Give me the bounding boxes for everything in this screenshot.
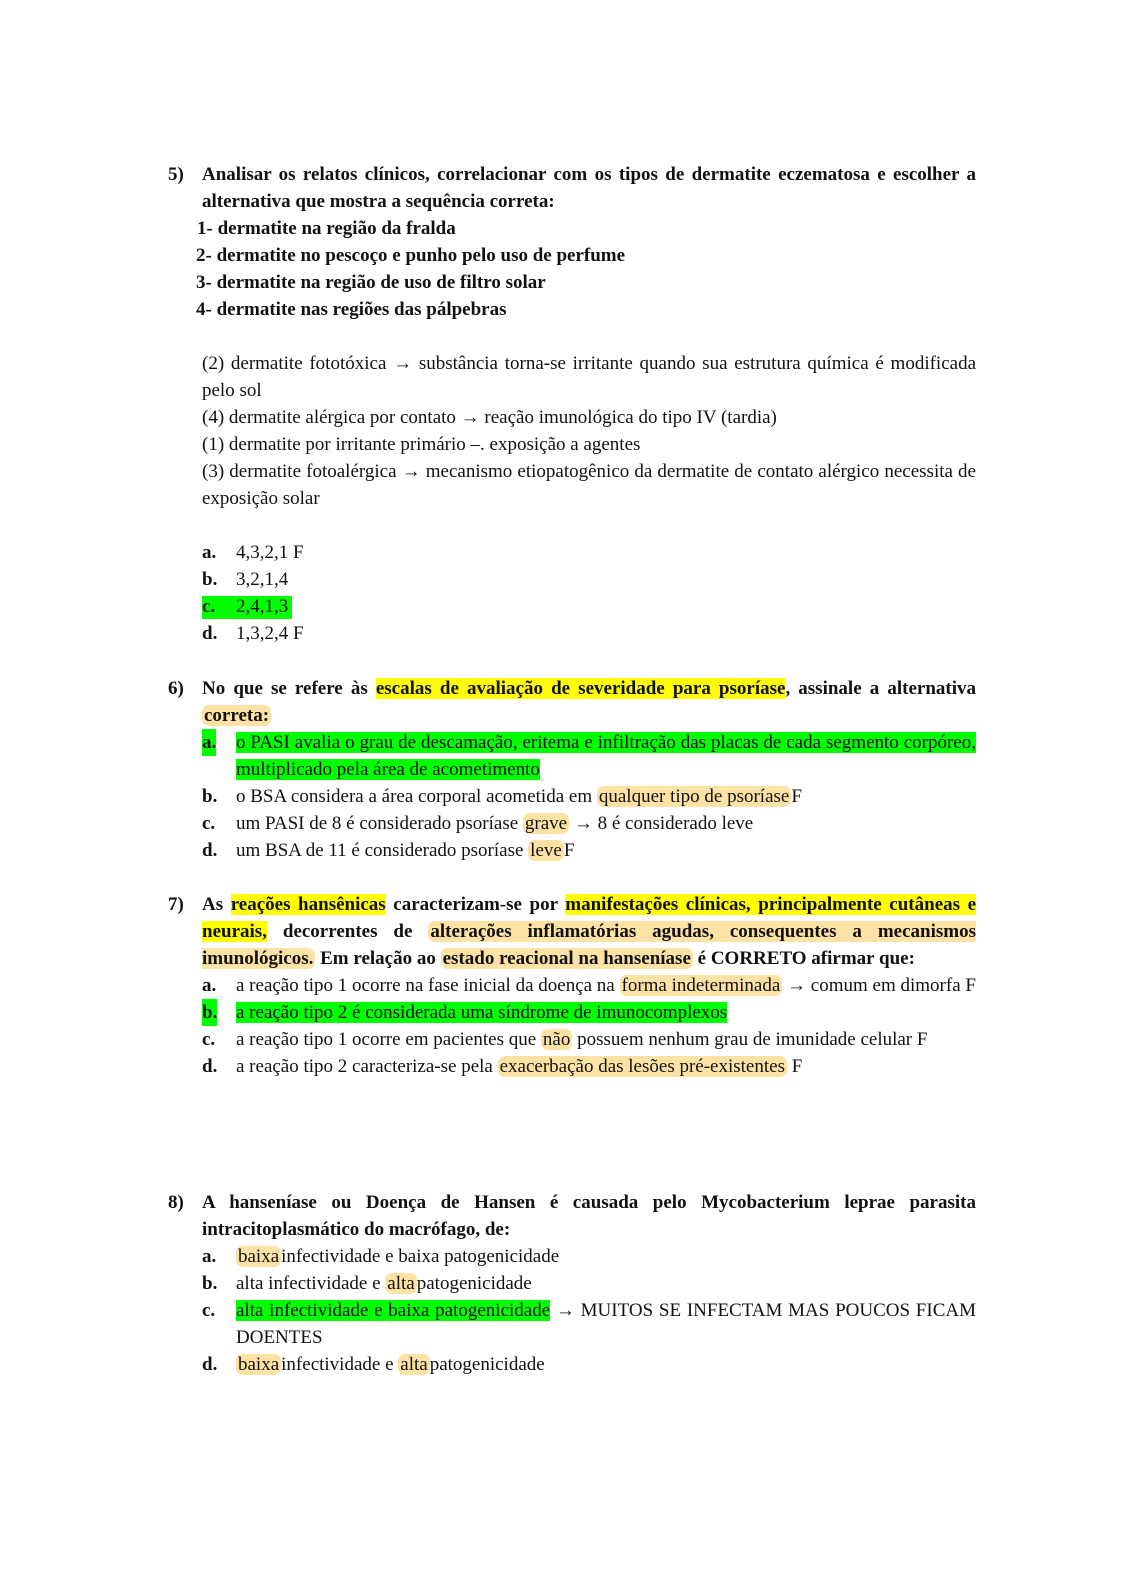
option-b: b. 3,2,1,4 [202,569,289,590]
list-item: 1- dermatite na região da fralda [197,218,456,239]
option-a: a. a reação tipo 1 ocorre na fase inicial da doença na forma indeterminada → comum em dimorfa F [202,975,976,996]
option-d: d. um BSA de 11 é considerado psoríase leve F [202,840,575,861]
option-b: b. alta infectividade e alta patogenicidade [202,1273,532,1294]
note: (4) dermatite alérgica por contato → reação imunológica do tipo IV (tardia) [202,407,777,428]
option-d: d. baixa infectividade e alta patogenicidade [202,1354,545,1375]
list-item: 3- dermatite na região de uso de filtro solar [196,272,546,293]
note: (3) dermatite fotoalérgica → mecanismo etiopatogênico da dermatite de contato alérgico necessita de exposição solar [202,461,976,509]
question-number: 5) [168,164,184,185]
option-a: a. 4,3,2,1 F [202,542,304,563]
option-b: b. o BSA considera a área corporal acometida em qualquer tipo de psoríase F [202,786,802,807]
question-7 [168,891,976,1080]
question-number: 6) [168,678,184,699]
answer-notes [202,350,976,512]
item-list [196,215,976,323]
highlight: reações hansênicas [230,894,386,915]
option-a-correct: a. o PASI avalia o grau de descamação, eritema e infiltração das placas de cada segmento corpóreo, multiplicado pela área de acometimento [202,729,976,783]
option-d: d. 1,3,2,4 F [202,623,304,644]
option-c: c. um PASI de 8 é considerado psoríase grave → 8 é considerado leve [202,813,754,834]
highlight: correta: [204,705,270,726]
note: (1) dermatite por irritante primário –. exposição a agentes [202,434,641,455]
question-stem: As reações hansênicas caracterizam-se por manifestações clínicas, principalmente cutâneas e neurais, decorrentes de alterações inflamatórias agudas, consequentes a mecanismos imunológicos. Em relação ao estado reacional na hanseníase é CORRETO afirmar que: [202,894,977,969]
highlight: escalas de avaliação de severidade para psoríase [375,678,786,699]
question-5 [168,161,976,647]
question-stem: Analisar os relatos clínicos, correlacionar com os tipos de dermatite eczematosa e escolher a alternativa que mostra a sequência correta: [202,164,976,212]
question-6 [168,675,976,864]
question-8 [168,1189,976,1378]
list-item: 4- dermatite nas regiões das pálpebras [196,299,507,320]
question-number: 8) [168,1192,184,1213]
highlight: estado reacional na hanseníase [442,948,691,969]
question-stem: A hanseníase ou Doença de Hansen é causada pelo Mycobacterium leprae parasita intracitoplasmático do macrófago, de: [202,1192,976,1240]
note: (2) dermatite fototóxica → substância torna-se irritante quando sua estrutura química é modificada pelo sol [202,353,976,401]
highlight: alterações inflamatórias agudas, consequentes a mecanismos imunológicos. [202,921,976,969]
option-c-correct: c. alta infectividade e baixa patogenicidade → MUITOS SE INFECTAM MAS POUCOS FICAM DOENTES [202,1300,976,1348]
option-d: d. a reação tipo 2 caracteriza-se pela exacerbação das lesões pré-existentes F [202,1056,803,1077]
option-c-correct: c. 2,4,1,3 [202,593,976,620]
option-c: c. a reação tipo 1 ocorre em pacientes que não possuem nenhum grau de imunidade celular F [202,1029,928,1050]
option-a: a. baixa infectividade e baixa patogenicidade [202,1246,560,1267]
highlight: manifestações clínicas, principalmente cutâneas e neurais, [202,894,977,942]
question-stem: No que se refere às escalas de avaliação de severidade para psoríase, assinale a alternativa correta: [202,678,976,726]
question-number: 7) [168,894,184,915]
list-item: 2- dermatite no pescoço e punho pelo uso de perfume [196,245,626,266]
option-b-correct: b. a reação tipo 2 é considerada uma síndrome de imunocomplexos [202,999,976,1026]
